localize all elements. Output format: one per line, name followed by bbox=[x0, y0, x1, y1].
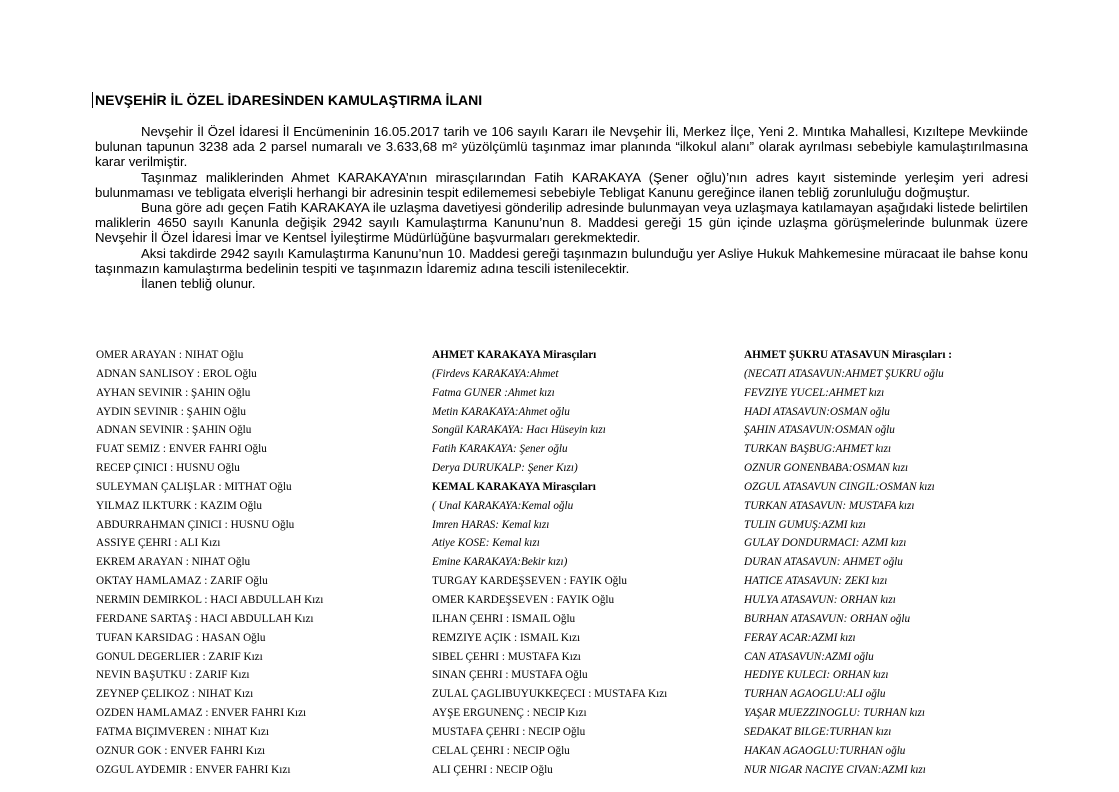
owner-row: ( Unal KARAKAYA:Kemal oğlu bbox=[432, 499, 574, 512]
owner-row: CELAL ÇEHRI : NECIP Oğlu bbox=[432, 744, 570, 757]
owner-row: HADI ATASAVUN:OSMAN oğlu bbox=[744, 405, 890, 418]
owner-row: HAKAN AGAOGLU:TURHAN oğlu bbox=[744, 744, 906, 757]
owner-row: DURAN ATASAVUN: AHMET oğlu bbox=[744, 556, 903, 569]
owner-row: REMZIYE AÇIK : ISMAIL Kızı bbox=[432, 631, 581, 644]
owner-row: HEDIYE KULECI: ORHAN kızı bbox=[744, 669, 889, 682]
owner-row: BURHAN ATASAVUN: ORHAN oğlu bbox=[744, 612, 911, 625]
owner-row: ADNAN SEVINIR : ŞAHIN Oğlu bbox=[96, 424, 252, 437]
owner-row: ABDURRAHMAN ÇINICI : HUSNU Oğlu bbox=[96, 518, 295, 531]
owner-row: EKREM ARAYAN : NIHAT Oğlu bbox=[96, 556, 251, 569]
owner-row: (Firdevs KARAKAYA:Ahmet bbox=[432, 367, 559, 380]
owners-column-2 bbox=[432, 346, 667, 779]
owners-column-3 bbox=[744, 346, 952, 779]
owner-row: NUR NIGAR NACIYE CIVAN:AZMI kızı bbox=[744, 763, 926, 776]
owner-row: Fatma GUNER :Ahmet kızı bbox=[432, 386, 555, 399]
owner-row: Fatih KARAKAYA: Şener oğlu bbox=[432, 443, 568, 456]
owner-row: GONUL DEGERLIER : ZARIF Kızı bbox=[96, 650, 263, 663]
owner-row: TULIN GUMUŞ:AZMI kızı bbox=[744, 518, 866, 531]
text-cursor bbox=[92, 92, 93, 108]
owner-row: ADNAN SANLISOY : EROL Oğlu bbox=[96, 367, 257, 380]
owner-row: Derya DURUKALP: Şener Kızı) bbox=[432, 462, 578, 475]
paragraph-5: İlanen tebliğ olunur. bbox=[141, 276, 256, 292]
paragraph-2: Taşınmaz maliklerinden Ahmet KARAKAYA’nın mirasçılarından Fatih KARAKAYA (Şener oğlu)’nın adres kayıt sisteminde yerleşim yeri adresi bulunmaması ve tebligata elverişli herhangi bir adresinin tespit edilememesi sebebiyle Tebligat Kanunu gereğince ilanen tebliğ zorunluluğu doğmuştur. bbox=[95, 169, 1028, 200]
owner-row: ILHAN ÇEHRI : ISMAIL Oğlu bbox=[432, 612, 576, 625]
owner-row: (NECATI ATASAVUN:AHMET ŞUKRU oğlu bbox=[744, 367, 944, 380]
owner-row: TURKAN BAŞBUG:AHMET kızı bbox=[744, 443, 892, 456]
owner-row: Metin KARAKAYA:Ahmet oğlu bbox=[432, 405, 570, 418]
owner-row: FEVZIYE YUCEL:AHMET kızı bbox=[744, 386, 885, 399]
owner-row: FUAT SEMIZ : ENVER FAHRI Oğlu bbox=[96, 443, 267, 456]
owner-row: FERDANE SARTAŞ : HACI ABDULLAH Kızı bbox=[96, 612, 314, 625]
owner-row: HATICE ATASAVUN: ZEKI kızı bbox=[744, 575, 888, 588]
owner-row: Emine KARAKAYA:Bekir kızı) bbox=[432, 556, 568, 569]
paragraph-4: Aksi takdirde 2942 sayılı Kamulaştırma Kanunu’nun 10. Maddesi gereği taşınmazın bulunduğu yer Asliye Hukuk Mahkemesine müracaat ile bahse konu taşınmazın kamulaştırma bedelinin tespiti ve taşınmazın İdaremiz adına tescili istenilecektir. bbox=[95, 245, 1028, 276]
owner-row: GULAY DONDURMACI: AZMI kızı bbox=[744, 537, 907, 550]
owner-row: SEDAKAT BILGE:TURHAN kızı bbox=[744, 725, 892, 738]
owner-row: OZNUR GONENBABA:OSMAN kızı bbox=[744, 462, 909, 475]
owner-row: ZEYNEP ÇELIKOZ : NIHAT Kızı bbox=[96, 688, 254, 701]
owner-row: Imren HARAS: Kemal kızı bbox=[432, 518, 550, 531]
owner-row: NERMIN DEMIRKOL : HACI ABDULLAH Kızı bbox=[96, 593, 324, 606]
owner-row: CAN ATASAVUN:AZMI oğlu bbox=[744, 650, 874, 663]
owner-row: ASSIYE ÇEHRI : ALI Kızı bbox=[96, 537, 221, 550]
owner-row: AYDIN SEVINIR : ŞAHIN Oğlu bbox=[96, 405, 246, 418]
owner-row: ALI ÇEHRI : NECIP Oğlu bbox=[432, 763, 553, 776]
owner-row: AHMET KARAKAYA Mirasçıları bbox=[432, 349, 597, 361]
paragraph-3: Buna göre adı geçen Fatih KARAKAYA ile uzlaşma davetiyesi gönderilip adresinde bulunmayan veya uzlaşmaya katılamayan aşağıdaki listede belirtilen maliklerin 4650 sayılı Kanunla değişik 2942 sayılı Kamulaştırma Kanunu’nun 8. Maddesi gereği 15 gün içinde uzlaşma görüşmelerinde bulunmak üzere Nevşehir İl Özel İdaresi İmar ve Kentsel İyileştirme Müdürlüğüne başvurmaları gerekmektedir. bbox=[95, 200, 1028, 246]
owner-row: OZGUL ATASAVUN CINGIL:OSMAN kızı bbox=[744, 480, 935, 493]
document-body bbox=[95, 124, 1028, 291]
owner-row: RECEP ÇINICI : HUSNU Oğlu bbox=[96, 462, 240, 475]
owner-row: Songül KARAKAYA: Hacı Hüseyin kızı bbox=[432, 424, 606, 437]
owner-row: ZULAL ÇAGLIBUYUKKEÇECI : MUSTAFA Kızı bbox=[432, 688, 668, 701]
owner-row: AYHAN SEVINIR : ŞAHIN Oğlu bbox=[96, 386, 251, 399]
owner-row: YAŞAR MUEZZINOGLU: TURHAN kızı bbox=[744, 707, 926, 720]
owner-row: OZGUL AYDEMIR : ENVER FAHRI Kızı bbox=[96, 763, 291, 776]
owner-row: OZDEN HAMLAMAZ : ENVER FAHRI Kızı bbox=[96, 707, 307, 720]
owner-row: AYŞE ERGUNENÇ : NECIP Kızı bbox=[432, 707, 587, 720]
owner-row: TURGAY KARDEŞSEVEN : FAYIK Oğlu bbox=[432, 575, 627, 588]
owner-row: TUFAN KARSIDAG : HASAN Oğlu bbox=[96, 631, 266, 644]
owner-row: YILMAZ ILKTURK : KAZIM Oğlu bbox=[96, 499, 262, 512]
owner-row: ŞAHIN ATASAVUN:OSMAN oğlu bbox=[744, 424, 895, 437]
owner-row: FATMA BIÇIMVEREN : NIHAT Kızı bbox=[96, 725, 269, 738]
owner-row: OZNUR GOK : ENVER FAHRI Kızı bbox=[96, 744, 266, 757]
owner-row: TURKAN ATASAVUN: MUSTAFA kızı bbox=[744, 499, 915, 512]
owner-row: SINAN ÇEHRI : MUSTAFA Oğlu bbox=[432, 669, 588, 682]
owner-row: SULEYMAN ÇALIŞLAR : MITHAT Oğlu bbox=[96, 480, 292, 493]
paragraph-1: Nevşehir İl Özel İdaresi İl Encümeninin 16.05.2017 tarih ve 106 sayılı Kararı ile Nevşehir İli, Merkez İlçe, Yeni 2. Mıntıka Mahallesi, Kızıltepe Mevkiinde bulunan tapunun 3238 ada 2 parsel numaralı ve 3.633,68 m² yüzölçümlü taşınmaz imar planında “ilkokul alanı” olarak ayrılması sebebiyle kamulaştırılmasına karar verilmiştir. bbox=[95, 124, 1028, 170]
owner-row: Atiye KOSE: Kemal kızı bbox=[432, 537, 540, 550]
owner-row: SIBEL ÇEHRI : MUSTAFA Kızı bbox=[432, 650, 581, 663]
owner-row: OKTAY HAMLAMAZ : ZARIF Oğlu bbox=[96, 575, 268, 588]
owner-row: OMER ARAYAN : NIHAT Oğlu bbox=[96, 349, 244, 361]
owner-row: NEVIN BAŞUTKU : ZARIF Kızı bbox=[96, 669, 250, 682]
owner-row: OMER KARDEŞSEVEN : FAYIK Oğlu bbox=[432, 593, 615, 606]
owners-column-1 bbox=[96, 346, 323, 779]
document-title: NEVŞEHİR İL ÖZEL İDARESİNDEN KAMULAŞTIRMA İLANI bbox=[95, 92, 483, 108]
owner-row: KEMAL KARAKAYA Mirasçıları bbox=[432, 480, 596, 493]
owner-row: AHMET ŞUKRU ATASAVUN Mirasçıları : bbox=[744, 349, 953, 361]
owner-row: MUSTAFA ÇEHRI : NECIP Oğlu bbox=[432, 725, 586, 738]
owner-row: TURHAN AGAOGLU:ALI oğlu bbox=[744, 688, 886, 701]
owner-row: HULYA ATASAVUN: ORHAN kızı bbox=[744, 593, 896, 606]
owner-row: FERAY ACAR:AZMI kızı bbox=[744, 631, 856, 644]
